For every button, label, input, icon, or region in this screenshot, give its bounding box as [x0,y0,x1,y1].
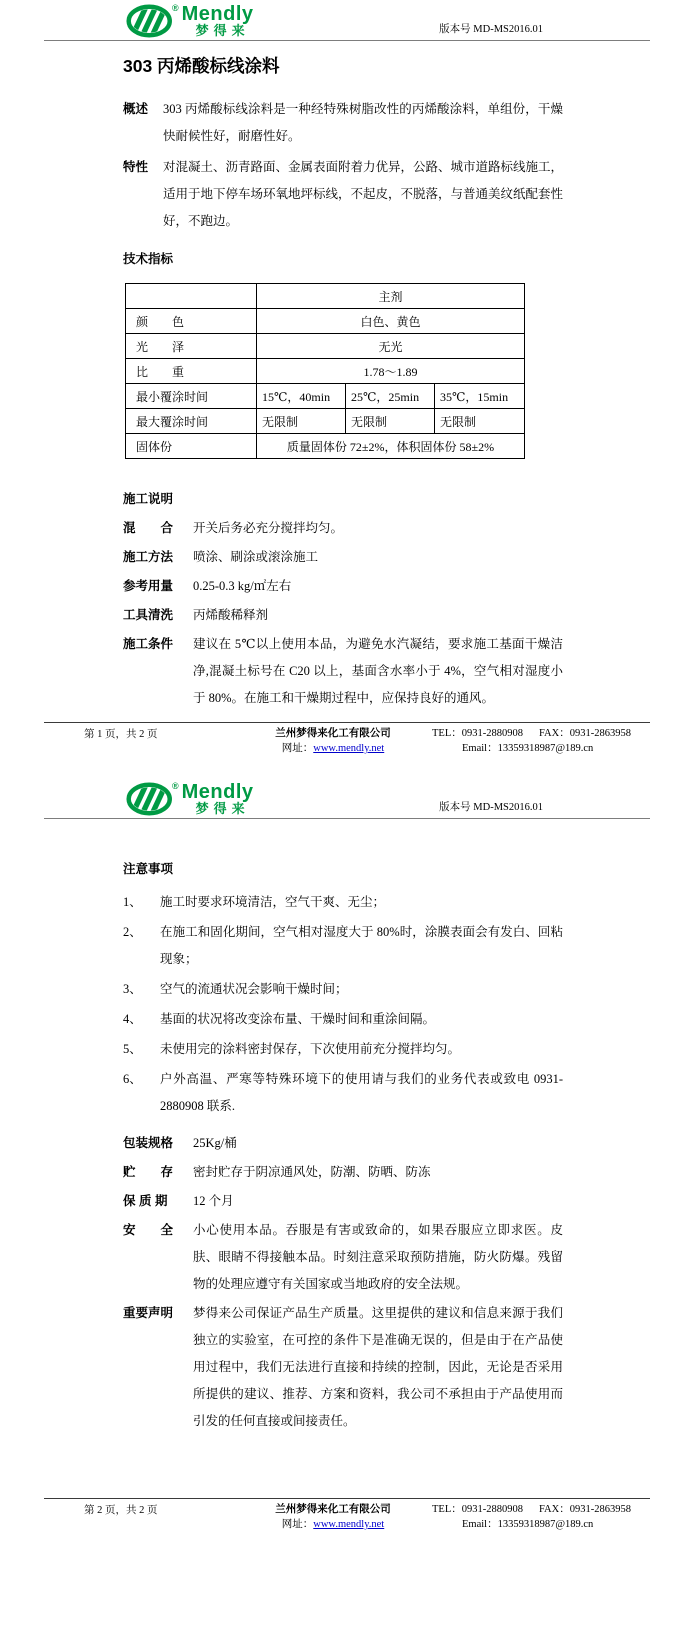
table-row [126,284,525,309]
fax-number: FAX：0931-2863958 [539,1504,631,1515]
mendly-logo [126,4,254,38]
row-label: 重要声明 [123,1306,174,1320]
note-item [123,976,563,1003]
email-label: Email： [462,1519,498,1530]
website-label: 网址： [281,743,314,754]
tech-specs-table [125,283,525,459]
construction-row [123,573,563,600]
note-text: 空气的流通状况会影响干燥时间； [160,982,348,996]
table-row [126,334,525,359]
row-label: 安 全 [123,1223,174,1237]
mendly-logo-icon [126,782,176,816]
note-number: 2、 [123,925,142,939]
company-name: 兰州梦得来化工有限公司 [275,1503,391,1515]
note-text: 施工时要求环境清洁，空气干爽、无尘； [160,895,386,909]
note-item [123,919,563,973]
note-number: 1、 [123,895,142,909]
brand-text [182,5,254,38]
info-block [123,1130,563,1435]
info-row [123,1300,563,1435]
table-row [126,434,525,459]
brand-name: Mendly [181,781,254,803]
table-cell [126,284,257,309]
row-text: 25Kg/桶 [193,1136,237,1150]
note-text: 户外高温、严寒等特殊环境下的使用请与我们的业务代表或致电 0931-2880908 联系. [160,1072,563,1113]
overview-text: 303 丙烯酸标线涂料是一种经特殊树脂改性的丙烯酸涂料，单组份，干燥快耐候性好，耐磨性好。 [163,102,563,143]
website-link[interactable]: www.mendly.net [313,1519,385,1530]
features-text: 对混凝土、沥青路面、金属表面附着力优异，公路、城市道路标线施工，适用于地下停车场环氧地坪标线，不起皮，不脱落，与普通美纹纸配套性好，不跑边。 [163,160,564,228]
page-number: 第 2 页，共 2 页 [84,1505,158,1516]
info-row [123,1188,563,1215]
note-number: 5、 [123,1042,142,1056]
info-row [123,1130,563,1157]
note-item [123,1006,563,1033]
brand-name: Mendly [181,3,254,25]
website-link[interactable]: www.mendly.net [313,743,385,754]
fax-number: FAX：0931-2863958 [539,728,631,739]
tech-specs-heading: 技术指标 [123,252,174,266]
note-number: 4、 [123,1012,142,1026]
row-text: 丙烯酸稀释剂 [193,608,269,622]
note-item [123,889,563,916]
row-text: 建议在 5℃以上使用本品，为避免水汽凝结，要求施工基面干燥洁净,混凝土标号在 C20 以上，基面含水率小于 4%，空气相对湿度小于 80%。在施工和干燥期过程中，应保持良好的通风。 [193,637,563,705]
row-value: 质量固体份 72±2%，体积固体份 58±2% [257,434,525,459]
row-cell: 无限制 [257,409,346,434]
version-label: 版本号 MD-MS2016.01 [439,801,543,813]
header-rule [44,40,650,41]
brand-name-cn: 梦得来 [195,801,250,816]
table-row [126,359,525,384]
page-1-footer [0,722,687,756]
page-1-header [0,0,687,40]
row-text: 小心使用本品。吞服是有害或致命的，如果吞服应立即求医。皮肤、眼睛不得接触本品。时刻注意采取预防措施，防火防爆。残留物的处理应遵守有关国家或当地政府的安全法规。 [193,1223,563,1291]
page-number: 第 1 页，共 2 页 [84,729,158,740]
version-label: 版本号 MD-MS2016.01 [439,23,543,35]
row-text: 密封贮存于阴凉通风处，防潮、防晒、防冻 [193,1165,431,1179]
construction-row [123,544,563,571]
row-label: 参考用量 [123,579,174,593]
row-label: 固体份 [126,434,257,459]
brand-text [182,783,254,816]
features-paragraph [123,154,563,235]
table-row [126,409,525,434]
row-value: 1.78～1.89 [257,359,525,384]
construction-heading: 施工说明 [123,492,174,506]
note-item [123,1036,563,1063]
note-number: 3、 [123,982,142,996]
page-1 [0,0,687,770]
row-text: 0.25-0.3 kg/㎡左右 [193,579,292,593]
row-label: 包装规格 [123,1136,174,1150]
note-text: 未使用完的涂料密封保存，下次使用前充分搅拌均匀。 [160,1042,461,1056]
construction-row [123,515,563,542]
row-label: 最大覆涂时间 [126,409,257,434]
mendly-logo-icon [126,4,176,38]
tel-number: TEL：0931-2880908 [432,1504,523,1515]
email-label: Email： [462,743,498,754]
registered-mark-icon: ® [172,781,179,791]
page-1-content [0,53,687,712]
info-row [123,1159,563,1186]
document-title: 303 丙烯酸标线涂料 [123,56,280,76]
row-text: 喷涂、刷涂或滚涂施工 [193,550,319,564]
table-row [126,309,525,334]
page-2-content [0,859,687,1435]
row-cell: 无限制 [435,409,525,434]
page-2-footer [0,1498,687,1532]
row-cell: 25℃，25min [346,384,435,409]
row-text: 梦得来公司保证产品生产质量。这里提供的建议和信息来源于我们独立的实验室，在可控的条件下是准确无误的，但是由于在产品使用过程中，我们无法进行直接和持续的控制，因此，无论是否采用所提供的建议、推荐、方案和资料，我公司不承担由于产品使用而引发的任何直接或间接责任。 [193,1306,563,1428]
page-2-header [0,778,687,818]
table-row [126,384,525,409]
row-text: 12 个月 [193,1194,234,1208]
page-2 [0,770,687,1638]
overview-paragraph [123,96,563,150]
registered-mark-icon: ® [172,3,179,13]
email-value: 13359318987@189.cn [497,743,594,754]
row-label: 比 重 [126,359,257,384]
row-value: 无光 [257,334,525,359]
brand-name-cn: 梦得来 [195,23,250,38]
mendly-logo [126,782,254,816]
construction-row [123,631,563,712]
construction-row [123,602,563,629]
row-label: 颜 色 [126,309,257,334]
row-label: 光 泽 [126,334,257,359]
info-row [123,1217,563,1298]
note-item [123,1066,563,1120]
company-name: 兰州梦得来化工有限公司 [275,727,391,739]
row-label: 工具清洗 [123,608,174,622]
website-label: 网址： [281,1519,314,1530]
row-label: 最小覆涂时间 [126,384,257,409]
row-text: 开关后务必充分搅拌均匀。 [193,521,344,535]
table-header-main: 主剂 [257,284,525,309]
row-label: 混 合 [123,521,174,535]
row-cell: 无限制 [346,409,435,434]
features-label: 特性 [123,160,149,174]
header-rule [44,818,650,819]
note-number: 6、 [123,1072,142,1086]
row-cell: 35℃，15min [435,384,525,409]
notes-heading: 注意事项 [123,862,174,876]
row-cell: 15℃，40min [257,384,346,409]
row-value: 白色、黄色 [257,309,525,334]
tel-number: TEL：0931-2880908 [432,728,523,739]
email-value: 13359318987@189.cn [497,1519,594,1530]
row-label: 贮 存 [123,1165,174,1179]
note-text: 基面的状况将改变涂布量、干燥时间和重涂间隔。 [160,1012,436,1026]
row-label: 施工条件 [123,637,174,651]
row-label: 施工方法 [123,550,174,564]
row-label: 保 质 期 [123,1194,168,1208]
note-text: 在施工和固化期间，空气相对湿度大于 80%时，涂膜表面会有发白、回粘现象； [160,925,563,966]
overview-label: 概述 [123,102,149,116]
